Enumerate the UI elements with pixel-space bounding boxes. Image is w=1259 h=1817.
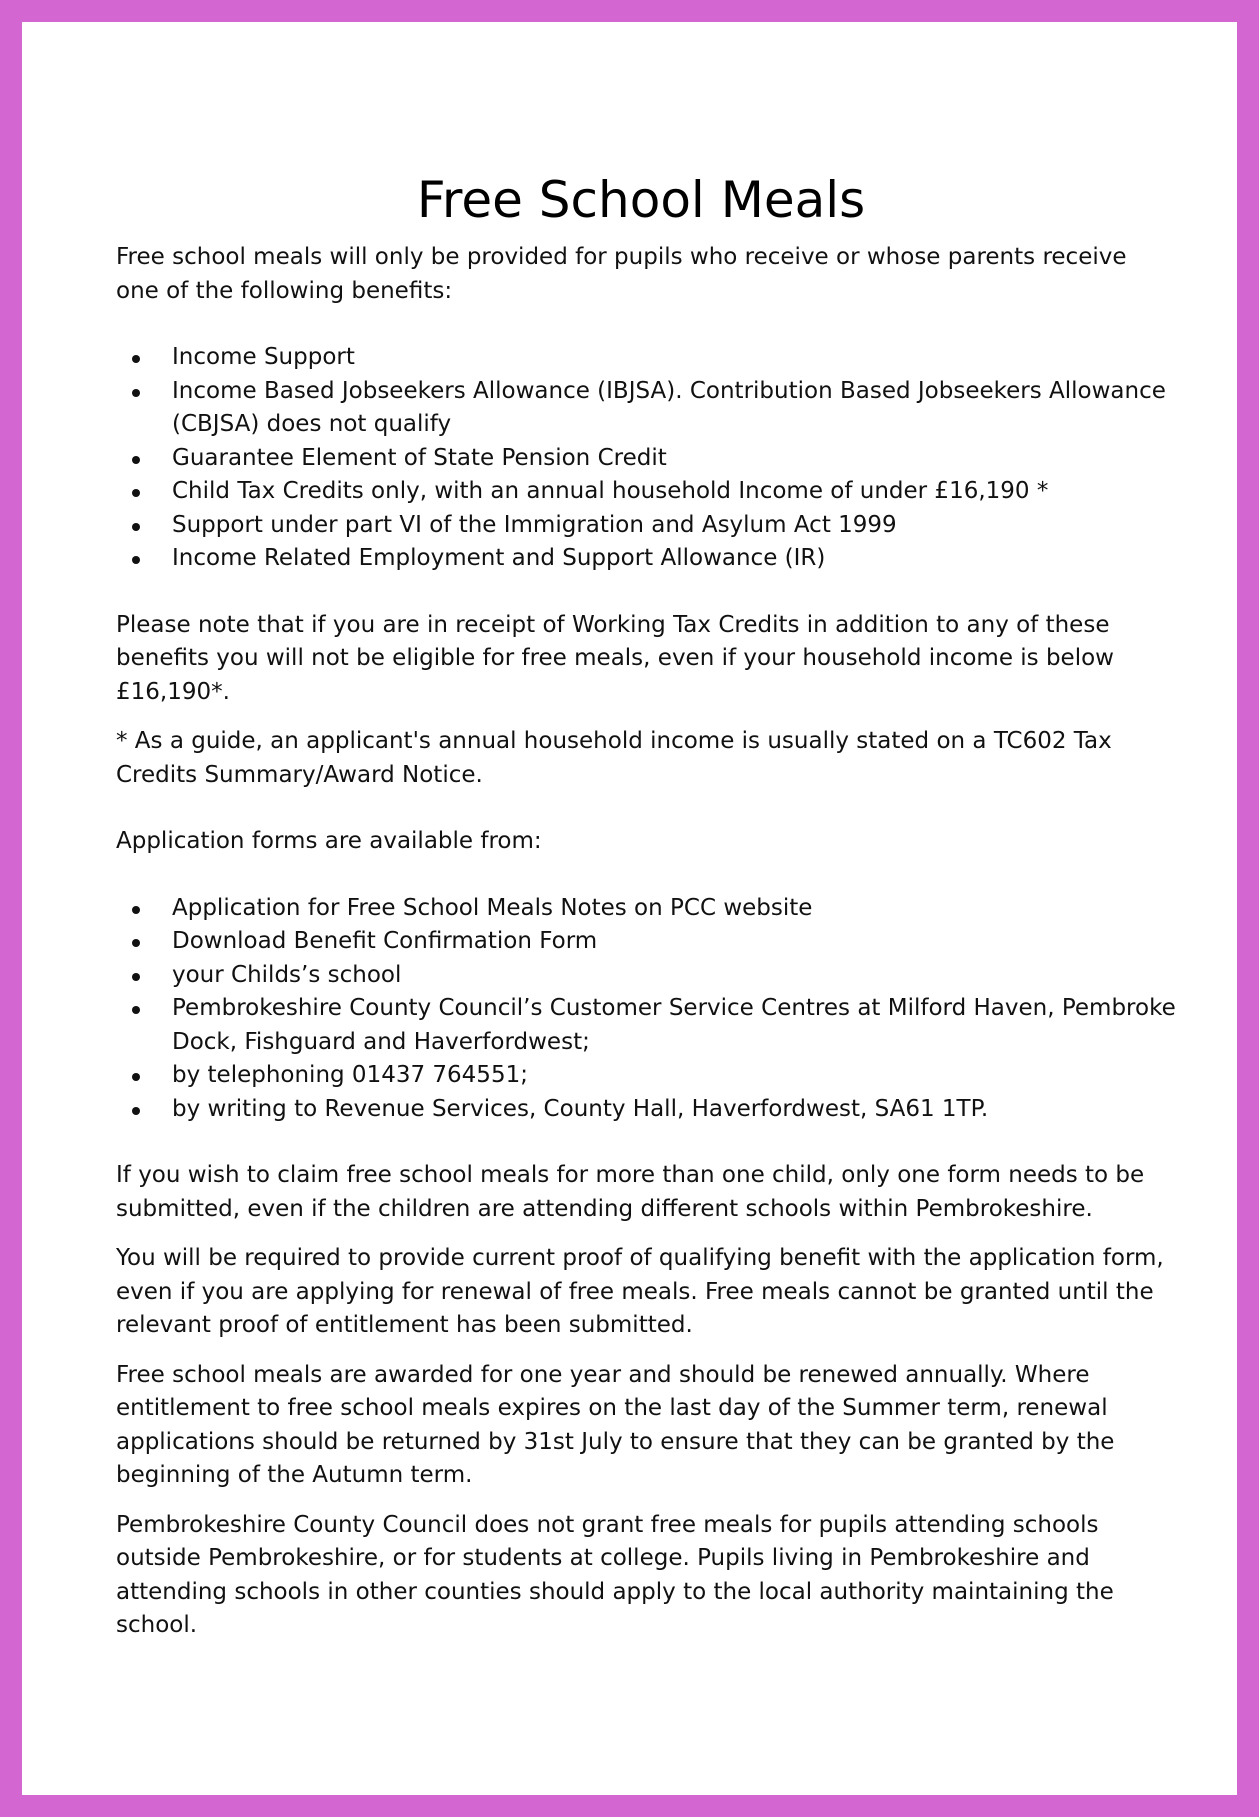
list-item: Income Based Jobseekers Allowance (IBJSA). Contribution Based Jobseekers Allowance (CBJSA) does not qualify (116, 375, 1176, 442)
list-item: Support under part VI of the Immigration and Asylum Act 1999 (116, 509, 1176, 543)
bullet-icon (132, 556, 140, 564)
bullet-icon (132, 1073, 140, 1081)
intro-paragraph: Free school meals will only be provided for pupils who receive or whose parents receive one of the following benefits: (116, 244, 1127, 304)
bullet-icon (132, 489, 140, 497)
bullet-icon (132, 456, 140, 464)
list-item: Income Support (116, 341, 1176, 375)
renewal-paragraph: Free school meals are awarded for one year and should be renewed annually. Where entitlement to free school meals expires on the last day of the Summer term, renewal applications should be returned by 31st July to ensure that they can be granted by the beginning of the Autumn term. (116, 1361, 1115, 1488)
working-tax-note: Please note that if you are in receipt of Working Tax Credits in addition to any of these benefits you will not be eligible for free meals, even if your household income is below £16,190*. (116, 611, 1114, 705)
bullet-icon (132, 389, 140, 397)
list-item: Pembrokeshire County Council’s Customer Service Centres at Milford Haven, Pembroke Dock, Fishguard and Haverfordwest; (116, 992, 1176, 1059)
list-item: by writing to Revenue Services, County Hall, Haverfordwest, SA61 1TP. (116, 1093, 1176, 1127)
list-item: Application for Free School Meals Notes on PCC website (116, 892, 1176, 926)
document-content (116, 170, 1176, 1643)
guide-note: * As a guide, an applicant's annual household income is usually stated on a TC602 Tax Credits Summary/Award Notice. (116, 728, 1112, 788)
list-item: Download Benefit Confirmation Form (116, 925, 1176, 959)
list-item: Guarantee Element of State Pension Credit (116, 442, 1176, 476)
list-item: Child Tax Credits only, with an annual household Income of under £16,190 * (116, 475, 1176, 509)
sources-list (116, 892, 1176, 1127)
multiple-children-paragraph: If you wish to claim free school meals for more than one child, only one form needs to be submitted, even if the children are attending different schools within Pembrokeshire. (116, 1162, 1145, 1222)
bullet-icon (132, 523, 140, 531)
benefits-list (116, 341, 1176, 576)
page-title: Free School Meals (416, 171, 866, 229)
outside-county-paragraph: Pembrokeshire County Council does not grant free meals for pupils attending schools outside Pembrokeshire, or for students at college. Pupils living in Pembrokeshire and attending schools in other counties should apply to the local authority maintaining the school. (116, 1511, 1114, 1638)
list-item: Income Related Employment and Support Allowance (IR) (116, 542, 1176, 576)
proof-paragraph: You will be required to provide current proof of qualifying benefit with the application form, even if you are applying for renewal of free meals. Free meals cannot be granted until the relevant proof of entitlement has been submitted. (116, 1245, 1164, 1338)
forms-intro: Application forms are available from: (116, 828, 542, 854)
bullet-icon (132, 973, 140, 981)
bullet-icon (132, 1006, 140, 1014)
list-item: by telephoning 01437 764551; (116, 1059, 1176, 1093)
bullet-icon (132, 355, 140, 363)
bullet-icon (132, 1107, 140, 1115)
list-item: your Childs’s school (116, 959, 1176, 993)
bullet-icon (132, 939, 140, 947)
bullet-icon (132, 906, 140, 914)
